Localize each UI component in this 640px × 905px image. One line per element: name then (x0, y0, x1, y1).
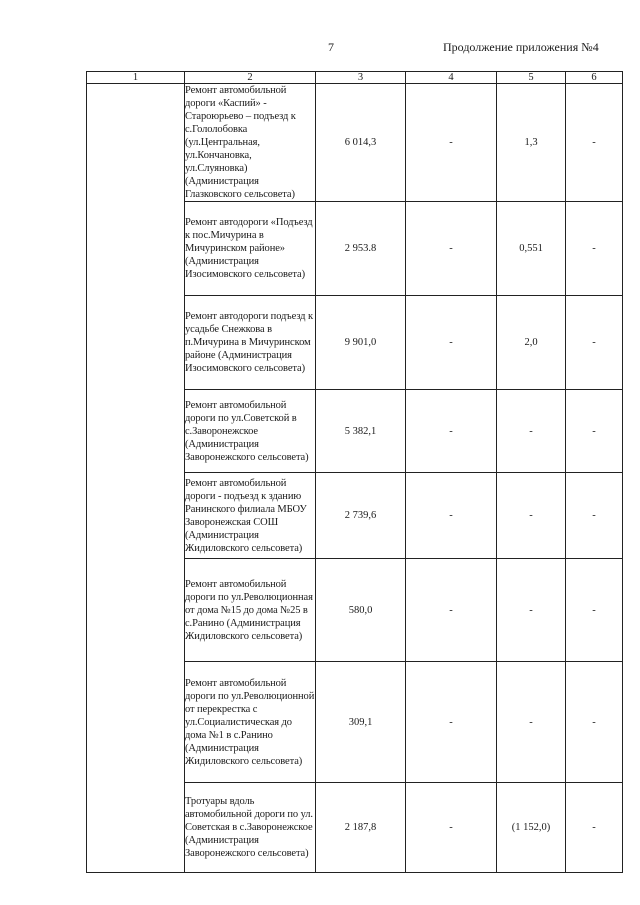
column-6-cell: - (566, 84, 623, 202)
column-1-cell (87, 84, 185, 873)
column-6-cell: - (566, 202, 623, 296)
amount-cell: 6 014,3 (316, 84, 406, 202)
column-header: 4 (406, 72, 497, 84)
amount-cell: 2 953.8 (316, 202, 406, 296)
column-6-cell: - (566, 473, 623, 559)
amount-cell: 9 901,0 (316, 296, 406, 390)
amount-cell: 2 187,8 (316, 783, 406, 873)
road-repair-table (86, 71, 623, 873)
column-5-cell: - (497, 662, 566, 783)
column-header: 3 (316, 72, 406, 84)
column-4-cell: - (406, 296, 497, 390)
page-number: 7 (328, 40, 334, 54)
work-description-cell: Ремонт автомобильной дороги по ул.Революционной от перекрестка с ул.Социалистическая до дома №1 в с.Ранино (Администрация Жидиловского сельсовета) (185, 662, 316, 783)
column-6-cell: - (566, 296, 623, 390)
appendix-continuation-label: Продолжение приложения №4 (443, 40, 599, 54)
column-4-cell: - (406, 783, 497, 873)
column-4-cell: - (406, 202, 497, 296)
column-5-cell: (1 152,0) (497, 783, 566, 873)
work-description-cell: Ремонт автомобильной дороги по ул.Революционная от дома №15 до дома №25 в с.Ранино (Администрация Жидиловского сельсовета) (185, 559, 316, 662)
amount-cell: 580,0 (316, 559, 406, 662)
column-header: 6 (566, 72, 623, 84)
work-description-cell: Ремонт автодороги «Подъезд к пос.Мичурина в Мичуринском районе» (Администрация Изосимовского сельсовета) (185, 202, 316, 296)
column-6-cell: - (566, 390, 623, 473)
amount-cell: 5 382,1 (316, 390, 406, 473)
work-description-cell: Ремонт автомобильной дороги по ул.Советской в с.Заворонежское (Администрация Заворонежского сельсовета) (185, 390, 316, 473)
column-header: 2 (185, 72, 316, 84)
column-6-cell: - (566, 783, 623, 873)
column-5-cell: 1,3 (497, 84, 566, 202)
column-4-cell: - (406, 390, 497, 473)
column-number-header-row (87, 72, 623, 84)
column-5-cell: 0,551 (497, 202, 566, 296)
work-description-cell: Ремонт автомобильной дороги - подъезд к зданию Ранинского филиала МБОУ Заворонежская СОШ (Администрация Жидиловского сельсовета) (185, 473, 316, 559)
work-description-cell: Ремонт автомобильной дороги «Каспий» - Староюрьево – подъезд к с.Гололобовка (ул.Центральная, ул.Кончановка, ул.Слуяновка) (Администрация Глазковского сельсовета) (185, 84, 316, 202)
column-5-cell: - (497, 559, 566, 662)
column-6-cell: - (566, 559, 623, 662)
column-5-cell: - (497, 473, 566, 559)
amount-cell: 2 739,6 (316, 473, 406, 559)
column-4-cell: - (406, 662, 497, 783)
column-4-cell: - (406, 559, 497, 662)
column-4-cell: - (406, 84, 497, 202)
amount-cell: 309,1 (316, 662, 406, 783)
work-description-cell: Ремонт автодороги подъезд к усадьбе Снежкова в п.Мичурина в Мичуринском районе (Администрация Изосимовского сельсовета) (185, 296, 316, 390)
column-header: 1 (87, 72, 185, 84)
column-header: 5 (497, 72, 566, 84)
column-5-cell: - (497, 390, 566, 473)
column-6-cell: - (566, 662, 623, 783)
column-5-cell: 2,0 (497, 296, 566, 390)
table-row (87, 84, 623, 202)
column-4-cell: - (406, 473, 497, 559)
work-description-cell: Тротуары вдоль автомобильной дороги по ул. Советская в с.Заворонежское (Администрация Заворонежского сельсовета) (185, 783, 316, 873)
